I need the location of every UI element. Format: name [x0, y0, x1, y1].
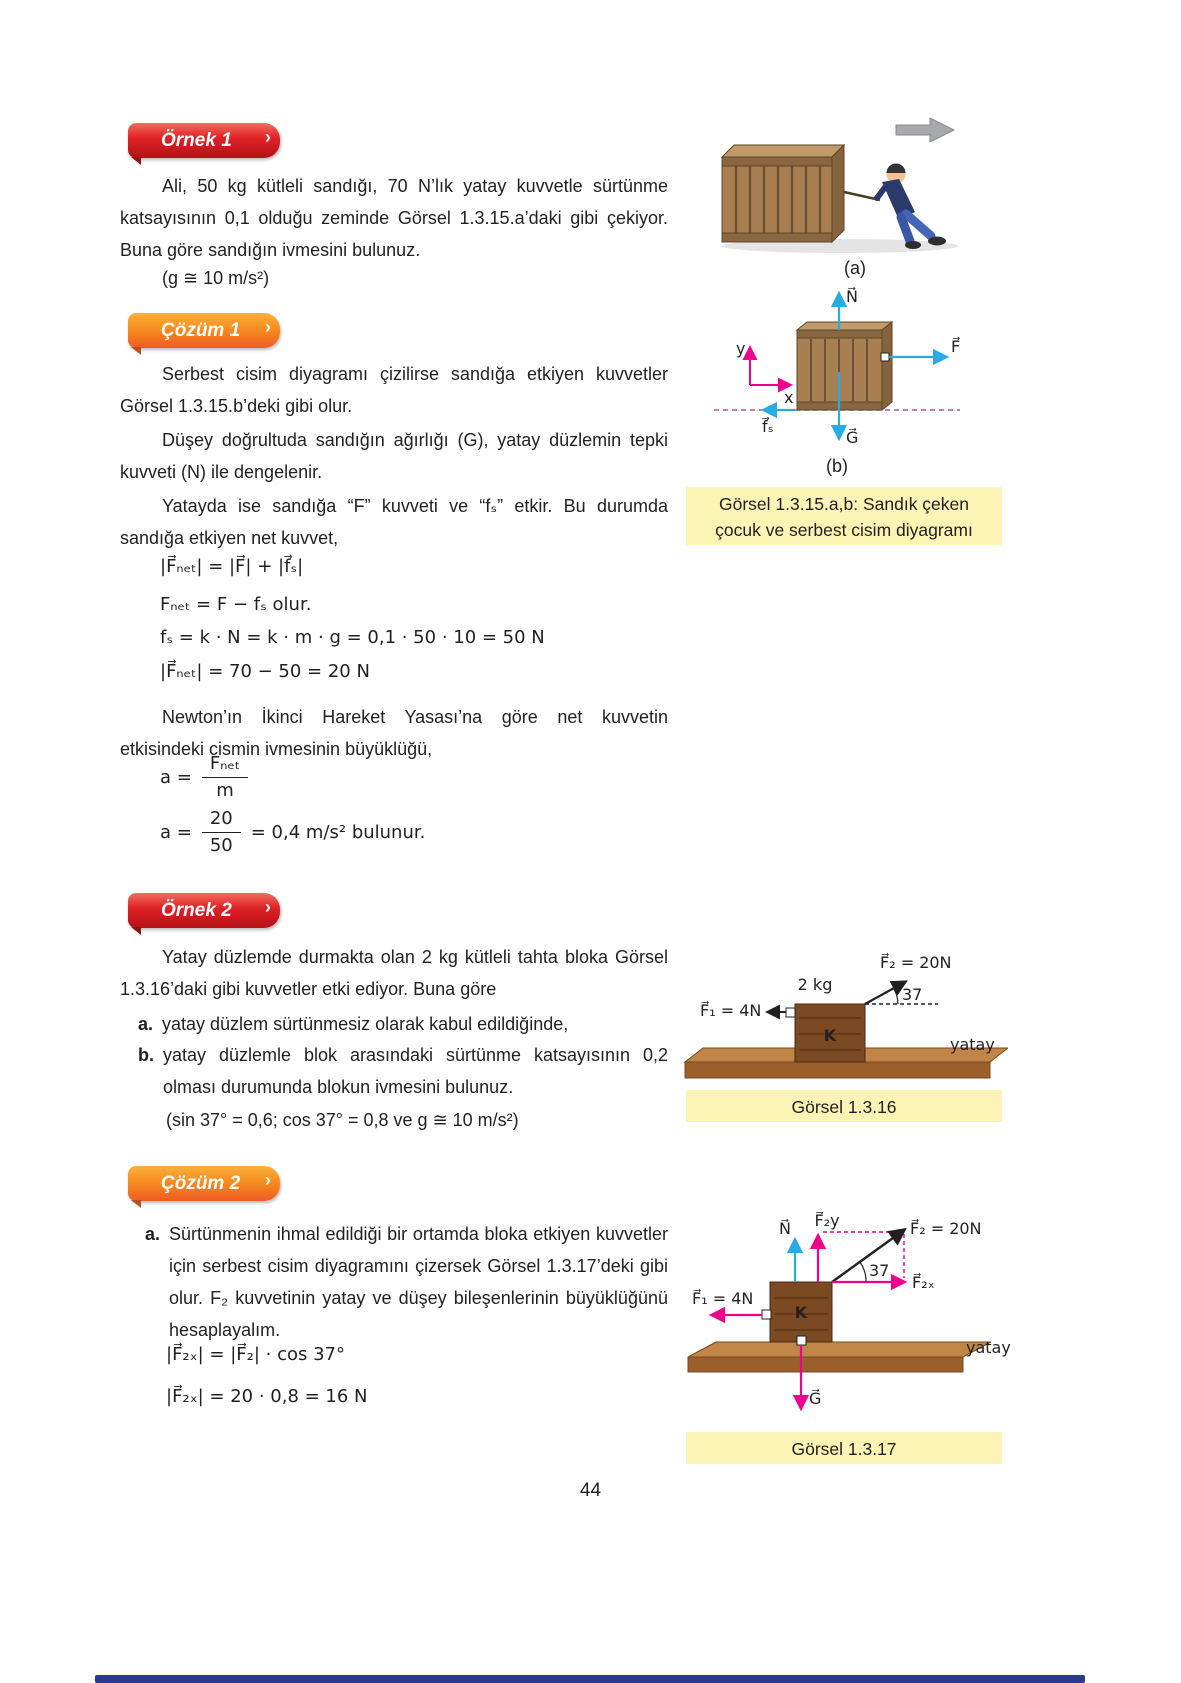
chevron-icon: › — [265, 127, 271, 147]
force-application-point — [786, 1008, 795, 1017]
example1-given: (g ≅ 10 m/s²) — [162, 268, 270, 288]
F2-arrow — [865, 982, 905, 1004]
page-number: 44 — [579, 1480, 602, 1501]
block-K — [795, 1004, 865, 1062]
crate-graphic — [722, 145, 844, 242]
solution1-eq4: |F⃗ₙₑₜ| = 70 − 50 = 20 N — [160, 661, 370, 682]
solution1-paragraph-3: Yatayda ise sandığa “F” kuvveti ve “fₛ” etkir. Bu durumda sandığa etkiyen net kuvvet, — [120, 496, 668, 548]
example2-given: (sin 37° = 0,6; cos 37° = 0,8 ve g ≅ 10 m/s²) — [166, 1110, 519, 1130]
chevron-icon: › — [265, 897, 271, 917]
label-K: K — [823, 1026, 837, 1045]
example2-item-b — [138, 1039, 668, 1103]
fraction-lhs: a = — [160, 822, 192, 843]
label-K: K — [794, 1303, 808, 1322]
force-application-point — [881, 353, 889, 361]
solution1-fraction-b — [160, 808, 425, 857]
fraction — [202, 808, 241, 857]
example2-item-a — [138, 1008, 668, 1040]
label-F2y: F⃗₂y — [814, 1212, 840, 1230]
item-text: yatay düzlemle blok arasındaki sürtünme katsayısının 0,2 olması durumunda blokun ivmesini bulunuz. — [163, 1045, 668, 1097]
label-angle: 37 — [902, 985, 923, 1004]
item-text: yatay düzlem sürtünmesiz olarak kabul edildiğinde, — [162, 1014, 569, 1034]
figure-a-label: (a) — [844, 258, 866, 278]
example2-banner-label: Örnek 2 — [161, 899, 232, 921]
solution1-paragraph-1: Serbest cisim diyagramı çizilirse sandığa etkiyen kuvvetler Görsel 1.3.15.b’deki gibi olur. — [120, 364, 668, 416]
figure-1316-caption: Görsel 1.3.16 — [686, 1090, 1002, 1122]
solution1-banner — [128, 313, 280, 348]
label-yatay: yatay — [950, 1035, 995, 1054]
fraction-denominator: m — [216, 780, 234, 801]
fraction-numerator: Fₙₑₜ — [202, 753, 248, 778]
label-y-axis: y — [736, 339, 746, 358]
footer-bar — [95, 1675, 1085, 1683]
label-N: N⃗ — [846, 287, 858, 306]
label-mass: 2 kg — [797, 975, 833, 994]
motion-direction-arrow-icon — [896, 118, 954, 142]
fraction-rhs: = 0,4 m/s² bulunur. — [250, 822, 426, 843]
solution1-fraction-a — [160, 753, 248, 802]
example2-banner — [128, 893, 280, 928]
label-yatay: yatay — [966, 1338, 1011, 1357]
label-F1: F⃗₁ = 4N — [700, 1001, 762, 1020]
solution2-banner — [128, 1166, 280, 1201]
label-N: N⃗ — [779, 1219, 791, 1238]
figure-a-illustration — [710, 112, 1000, 257]
solution2-eq2: |F⃗₂ₓ| = 20 · 0,8 = 16 N — [166, 1386, 368, 1407]
item-text: Sürtünmenin ihmal edildiği bir ortamda bloka etkiyen kuvvetler için serbest cisim diyagramını çizersek Görsel 1.3.17’deki gibi olur. F₂ kuvvetinin yatay ve düşey bileşenlerinin büyüklüğünü hesaplayalım. — [169, 1224, 668, 1340]
label-F2: F⃗₂ = 20N — [910, 1219, 982, 1238]
chevron-icon: › — [265, 1170, 271, 1190]
label-G: G⃗ — [846, 428, 859, 447]
label-fs: f⃗ₛ — [762, 417, 774, 436]
fraction-denominator: 50 — [209, 835, 233, 856]
item-label: b. — [138, 1045, 154, 1065]
angle-arc — [894, 989, 898, 1004]
force-application-point — [797, 1336, 806, 1345]
F2-arrow — [832, 1230, 904, 1282]
label-F2x: F⃗₂ₓ — [912, 1273, 935, 1292]
figure-1317-caption: Görsel 1.3.17 — [686, 1432, 1002, 1464]
figure-b-label: (b) — [826, 456, 848, 476]
xy-axes — [750, 348, 790, 385]
example1-paragraph: Ali, 50 kg kütleli sandığı, 70 N’lık yatay kuvvetle sürtünme katsayısının 0,1 olduğu zeminde Görsel 1.3.15.a’daki gibi çekiyor. Buna göre sandığın ivmesini bulunuz. — [120, 176, 668, 260]
solution1-eq1: |F⃗ₙₑₜ| = |F⃗| + |f⃗ₛ| — [160, 556, 304, 577]
figure-1317-diagram — [680, 1212, 1018, 1427]
solution1-paragraph-4: Newton’ın İkinci Hareket Yasası’na göre net kuvvetin etkisindeki cismin ivmesinin büyüklüğü, — [120, 707, 668, 759]
solution1-eq2: Fₙₑₜ = F − fₛ olur. — [160, 594, 312, 615]
fraction-numerator: 20 — [202, 808, 241, 833]
solution1-banner-label: Çözüm 1 — [161, 319, 241, 341]
label-angle: 37 — [869, 1261, 890, 1280]
label-F2: F⃗₂ = 20N — [880, 953, 952, 972]
label-F: F⃗ — [951, 337, 961, 356]
figure-b-free-body-diagram — [702, 282, 972, 454]
item-label: a. — [145, 1224, 161, 1244]
boy-figure — [877, 164, 946, 250]
chevron-icon: › — [265, 317, 271, 337]
crate-graphic — [797, 322, 892, 410]
example1-banner-label: Örnek 1 — [161, 129, 232, 151]
label-F1: F⃗₁ = 4N — [692, 1289, 754, 1308]
block-K — [770, 1282, 832, 1342]
item-label: a. — [138, 1014, 154, 1034]
fraction — [202, 753, 248, 802]
label-G: G⃗ — [809, 1389, 822, 1408]
force-application-point — [762, 1310, 771, 1319]
example1-banner — [128, 123, 280, 158]
fraction-lhs: a = — [160, 767, 192, 788]
example2-paragraph: Yatay düzlemde durmakta olan 2 kg kütleli tahta bloka Görsel 1.3.16’daki gibi kuvvetler etki ediyor. Buna göre — [120, 947, 668, 999]
solution2-banner-label: Çözüm 2 — [161, 1172, 241, 1194]
figure-1315-caption: Görsel 1.3.15.a,b: Sandık çeken çocuk ve serbest cisim diyagramı — [686, 487, 1002, 545]
angle-arc — [860, 1262, 866, 1282]
solution1-paragraph-2: Düşey doğrultuda sandığın ağırlığı (G), yatay düzlemin tepki kuvveti (N) ile dengelenir. — [120, 430, 668, 482]
solution1-eq3: fₛ = k · N = k · m · g = 0,1 · 50 · 10 = 50 N — [160, 627, 545, 648]
figure-1316-diagram — [682, 942, 1008, 1087]
wooden-plank — [688, 1342, 991, 1372]
solution2-eq1: |F⃗₂ₓ| = |F⃗₂| · cos 37° — [166, 1344, 345, 1365]
label-x-axis: x — [784, 388, 794, 407]
solution2-item-a — [145, 1218, 668, 1346]
